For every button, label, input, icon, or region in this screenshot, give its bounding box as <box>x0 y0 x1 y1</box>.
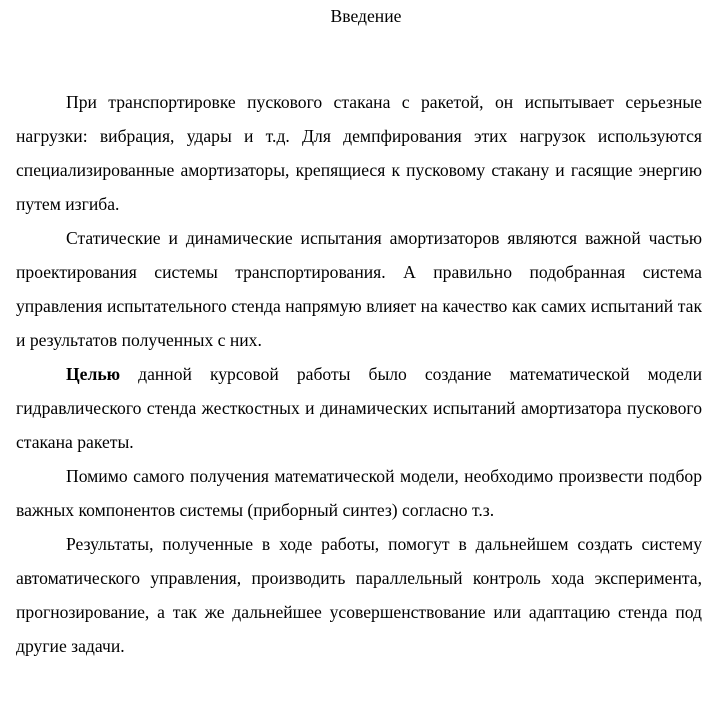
paragraph-text: Статические и динамические испытания амортизаторов являются важной частью проектирования системы транспортирования. А правильно подобранная система управления испытательного стенда напрямую влияет на качество как самих испытаний так и результатов полученных с них. <box>16 228 702 350</box>
section-title: Введение <box>330 6 402 26</box>
title-spacing <box>16 34 702 85</box>
paragraph-shock-absorber-tests <box>16 221 702 357</box>
paragraph-text: При транспортировке пускового стакана с ракетой, он испытывает серьезные нагрузки: вибрация, удары и т.д. Для демпфирования этих нагрузок используются специализированные амортизаторы, крепящиеся к пусковому стакану и гасящие энергию путем изгиба. <box>16 92 702 214</box>
paragraph-text: Результаты, полученные в ходе работы, помогут в дальнейшем создать систему автоматического управления, производить параллельный контроль хода эксперимента, прогнозирование, а так же дальнейшее усовершенствование или адаптацию стенда под другие задачи. <box>16 534 702 656</box>
goal-keyword: Целью <box>66 364 121 384</box>
paragraph-goal <box>16 357 702 459</box>
paragraph-text: Помимо самого получения математической модели, необходимо произвести подбор важных компонентов системы (приборный синтез) согласно т.з. <box>16 466 702 520</box>
paragraph-results <box>16 527 702 663</box>
paragraph-component-selection <box>16 459 702 527</box>
paragraph-text: данной курсовой работы было создание математической модели гидравлического стенда жесткостных и динамических испытаний амортизатора пускового стакана ракеты. <box>16 364 702 452</box>
paragraph-transport-loads <box>16 85 702 221</box>
